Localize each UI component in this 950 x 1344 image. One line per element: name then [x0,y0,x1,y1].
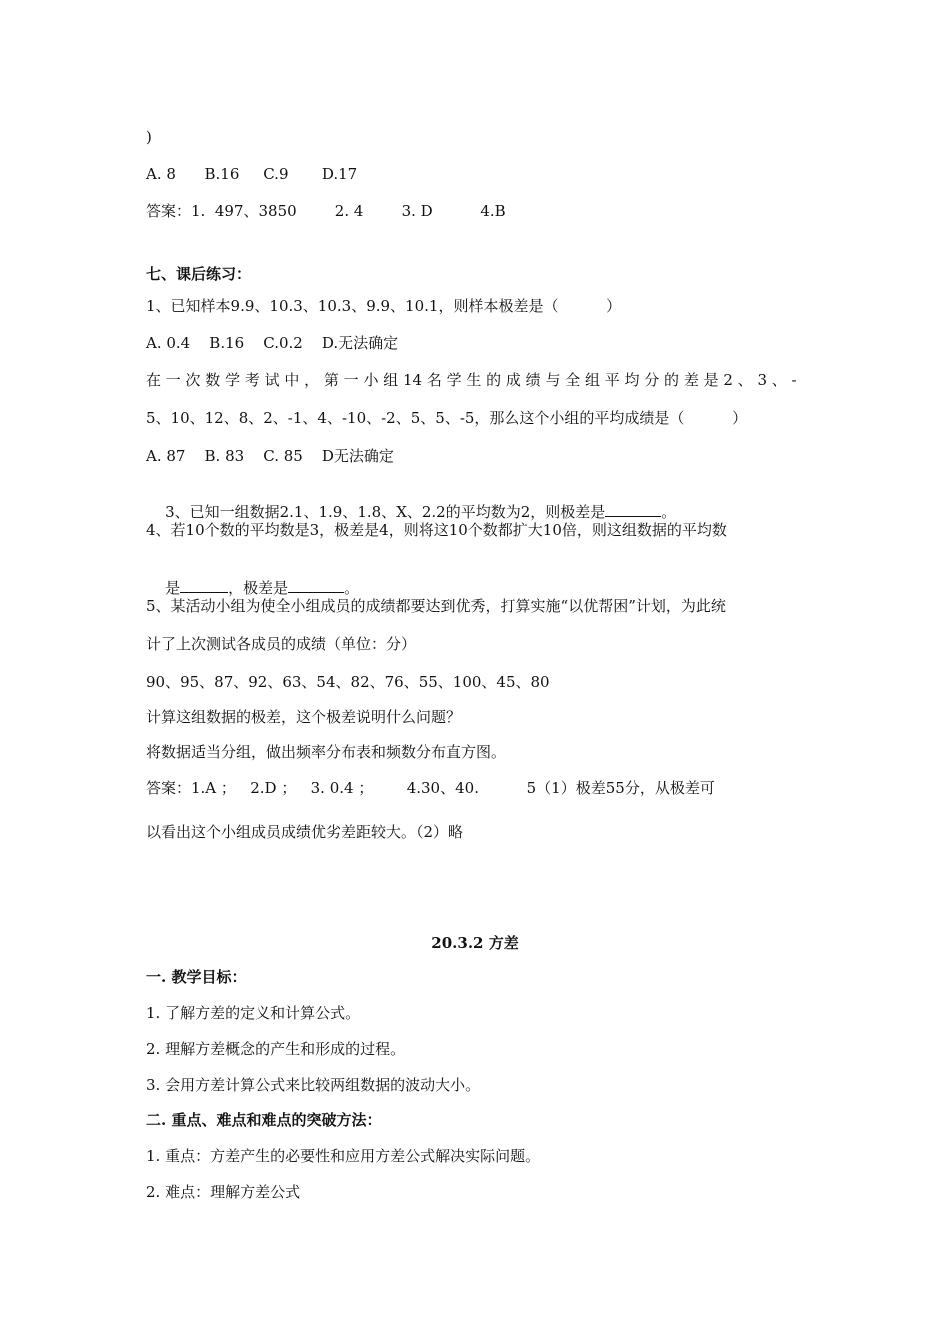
blank-underline [605,502,661,517]
text-line-continuation: ) [146,128,152,146]
question-3-text: 3、已知一组数据2.1、1.9、1.8、X、2.2的平均数为2，则极差是 [165,503,606,521]
question-4-text-c: 。 [344,579,360,597]
question-5-sub-2: 将数据适当分组，做出频率分布表和频数分布直方图。 [146,743,507,761]
section-heading-exercises: 七、课后练习： [146,265,252,283]
question-2-part-2: 5、10、12、8、2、-1、4、-10、-2、5、5、-5，那么这个小组的平均成绩是（ ） [146,409,748,427]
question-5-data: 90、95、87、92、63、54、82、76、55、100、45、80 [146,673,550,691]
blank-underline [180,578,228,593]
question-4-text-a: 是 [165,579,181,597]
blank-underline [288,578,344,593]
goal-2: 2. 理解方差概念的产生和形成的过程。 [146,1040,406,1058]
heading-key-points: 二. 重点、难点和难点的突破方法： [146,1111,382,1129]
question-2-options: A. 87 B. 83 C. 85 D无法确定 [146,447,394,465]
options-line: A. 8 B.16 C.9 D.17 [146,165,358,183]
heading-teaching-goals: 一. 教学目标： [146,968,247,986]
question-4-part-1: 4、若10个数的平均数是3，极差是4，则将这10个数都扩大10倍，则这组数据的平均数 [146,521,727,539]
question-1: 1、已知样本9.9、10.3、10.3、9.9、10.1，则样本极差是（ ） [146,297,622,315]
question-1-options: A. 0.4 B.16 C.0.2 D.无法确定 [146,334,399,352]
answers-line-2: 以看出这个小组成员成绩优劣差距较大。（2）略 [146,823,464,841]
question-5-part-2: 计了上次测试各成员的成绩（单位：分） [146,635,417,653]
answer-line: 答案：1. 497、3850 2. 4 3. D 4.B [146,202,506,220]
answers-line-1: 答案：1.A ； 2.D ； 3. 0.4 ； 4.30、40. 5（1）极差55分，从极差可 [146,779,715,797]
goal-3: 3. 会用方差计算公式来比较两组数据的波动大小。 [146,1076,481,1094]
section-title: 20.3.2 方差 [431,934,519,952]
question-2-part-1: 在 一 次 数 学 考 试 中 ， 第 一 小 组 14 名 学 生 的 成 绩 与 全 组 平 均 分 的 差 是 2 、 3 、 - [146,371,797,389]
question-3-end: 。 [661,503,677,521]
question-5-part-1: 5、某活动小组为使全小组成员的成绩都要达到优秀，打算实施“以优帮困”计划，为此统 [146,597,726,615]
question-5-sub-1: 计算这组数据的极差，这个极差说明什么问题？ [146,708,462,726]
key-point-1: 1. 重点：方差产生的必要性和应用方差公式解决实际问题。 [146,1147,541,1165]
goal-1: 1. 了解方差的定义和计算公式。 [146,1004,361,1022]
question-4-text-b: ，极差是 [228,579,289,597]
key-point-2: 2. 难点：理解方差公式 [146,1183,301,1201]
